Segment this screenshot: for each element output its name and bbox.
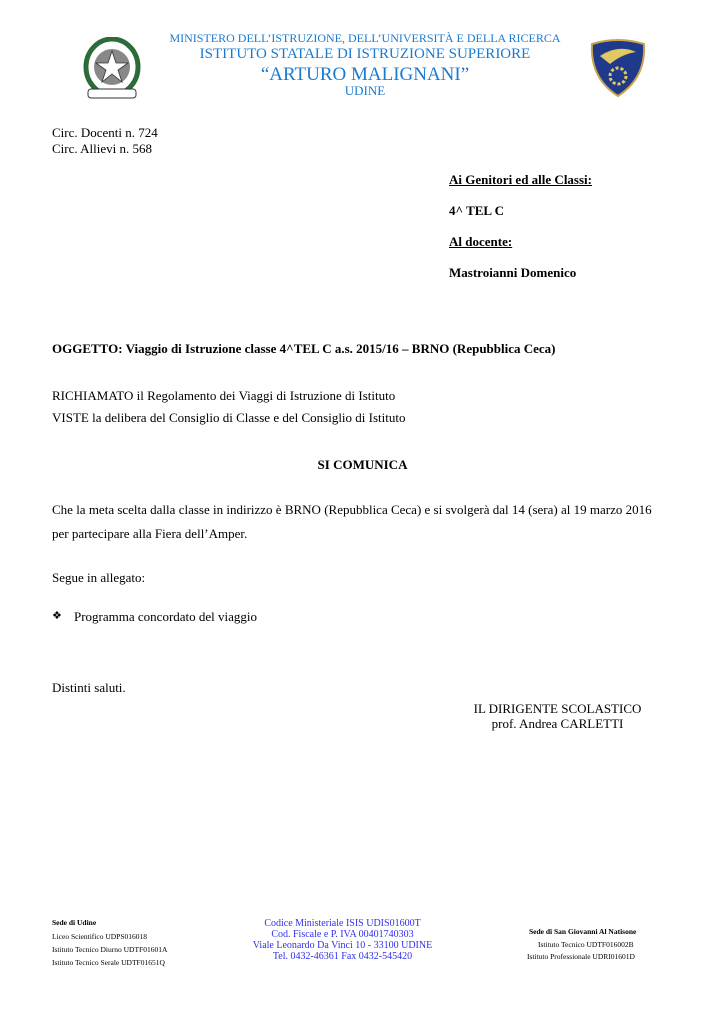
circ-docenti: Circ. Docenti n. 724 — [52, 125, 158, 140]
closing-text: Distinti saluti. — [52, 680, 126, 695]
bullet-diamond-icon: ❖ — [52, 610, 62, 622]
attachment-item: Programma concordato del viaggio — [74, 609, 258, 624]
footer-left-line: Istituto Tecnico Serale UDTF01651Q — [52, 958, 165, 967]
school-name: “ARTURO MALIGNANI” — [260, 64, 470, 85]
recipient-class: 4^ TEL C — [449, 203, 505, 218]
segue-text: Segue in allegato: — [52, 570, 146, 585]
signature-name: prof. Andrea CARLETTI — [491, 716, 624, 731]
school-city: UDINE — [344, 83, 386, 98]
viste-text: VISTE la delibera del Consiglio di Classe e del Consiglio di Istituto — [52, 410, 406, 425]
institute-title: ISTITUTO STATALE DI ISTRUZIONE SUPERIORE — [199, 46, 531, 62]
footer-right-line: Istituto Tecnico UDTF016002B — [538, 940, 634, 949]
footer-center-line: Tel. 0432-46361 Fax 0432-545420 — [272, 951, 413, 962]
footer-right-line: Istituto Professionale UDRI01601D — [527, 952, 635, 961]
footer-center-line: Viale Leonardo Da Vinci 10 - 33100 UDINE — [252, 940, 433, 951]
signature-role: IL DIRIGENTE SCOLASTICO — [473, 701, 642, 716]
body-paragraph-line2: per partecipare alla Fiera dell’Amper. — [52, 526, 248, 541]
body-paragraph-line1: Che la meta scelta dalla classe in indirizzo è BRNO (Repubblica Ceca) e si svolgerà dal 14 (sera) al 19 marzo 2016 — [52, 502, 652, 517]
recipients-label: Ai Genitori ed alle Classi: — [449, 172, 592, 187]
subject-line: OGGETTO: Viaggio di Istruzione classe 4^TEL C a.s. 2015/16 – BRNO (Repubblica Ceca) — [52, 341, 556, 356]
footer-center-line: Cod. Fiscale e P. IVA 00401740303 — [271, 929, 414, 940]
ministry-title: MINISTERO DELL’ISTRUZIONE, DELL’UNIVERSITÀ E DELLA RICERCA — [169, 31, 561, 45]
footer-left-line: Istituto Tecnico Diurno UDTF01601A — [52, 945, 168, 954]
footer-left-title: Sede di Udine — [52, 918, 97, 927]
teacher-label: Al docente: — [449, 234, 513, 249]
circ-allievi: Circ. Allievi n. 568 — [52, 141, 153, 156]
richiamato-text: RICHIAMATO il Regolamento dei Viaggi di Istruzione di Istituto — [52, 388, 396, 403]
footer-left-line: Liceo Scientifico UDPS016018 — [52, 932, 147, 941]
footer-center — [230, 918, 455, 962]
footer-center-line: Codice Ministeriale ISIS UDIS01600T — [264, 918, 421, 929]
recipient-teacher: Mastroianni Domenico — [449, 265, 577, 280]
si-comunica-heading: SI COMUNICA — [317, 457, 408, 472]
footer-right-title: Sede di San Giovanni Al Natisone — [529, 927, 637, 936]
